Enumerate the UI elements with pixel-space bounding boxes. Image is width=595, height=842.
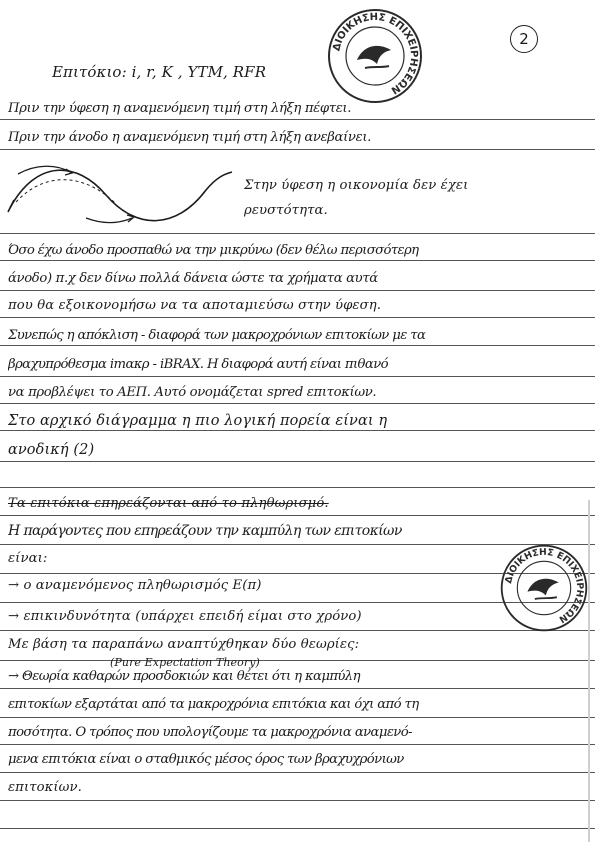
text-line-18: Με βάση τα παραπάνω αναπτύχθηκαν δύο θεωρίες: [8, 637, 360, 652]
text-line-7: που θα εξοικονομήσω να τα αποταμιεύσω στην ύφεση. [8, 298, 381, 313]
text-line-5: Όσο έχω άνοδο προσπαθώ να την μικρύνω (δεν θέλω περισσότερη [8, 243, 419, 258]
text-line-1: Πριν την ύφεση η αναμενόμενη τιμή στη λήξη πέφτει. [8, 101, 352, 116]
text-line-24: επιτοκίων. [8, 780, 82, 795]
text-line-3: Στην ύφεση η οικονομία δεν έχει [244, 178, 469, 193]
struck-text-line: Τα επιτόκια επηρεάζονται από το πληθωρισμό. [8, 496, 329, 511]
text-line-21: επιτοκίων εξαρτάται από τα μακροχρόνια επιτόκια και όχι από τη [8, 697, 419, 712]
university-stamp-bottom [498, 542, 590, 634]
text-line-2: Πριν την άνοδο η αναμενόμενη τιμή στη λήξη ανεβαίνει. [8, 130, 371, 145]
stamp-bottom-text: ΔΙΟΙΚΗΣΗΣ ΕΠΙΧΕΙΡΗΣΕΩΝ [503, 546, 586, 625]
text-line-17: → επικινδυνότητα (υπάρχει επειδή είμαι στο χρόνο) [8, 609, 362, 624]
text-line-16: → ο αναμενόμενος πληθωρισμός E(π) [8, 578, 262, 593]
text-line-20: → Θεωρία καθαρών προσδοκιών και θέτει ότι η καμπύλη [8, 669, 360, 684]
page-number: 2 [510, 25, 538, 53]
text-line-8: Συνεπώς η απόκλιση - διαφορά των μακροχρόνιων επιτοκίων με τα [8, 328, 426, 343]
text-line-11: Στο αρχικό διάγραμμα η πιο λογική πορεία είναι η [8, 413, 388, 429]
text-line-22: ποσότητα. Ο τρόπος που υπολογίζουμε τα μακροχρόνια αναμενό- [8, 725, 412, 740]
text-line-23: μενα επιτόκια είναι ο σταθμικός μέσος όρος των βραχυχρόνιων [8, 752, 404, 767]
stamp-top-text: ΔΙΟΙΚΗΣΗΣ ΕΠΙΧΕΙΡΗΣΕΩΝ [331, 11, 420, 96]
text-line-9: βραχυπρόθεσμα imακρ - iΒRAX. Η διαφορά αυτή είναι πιθανό [8, 357, 388, 372]
text-line-10: να προβλέψει το ΑΕΠ. Αυτό ονομάζεται spred επιτοκίων. [8, 385, 377, 400]
text-line-12: ανοδική (2) [8, 442, 95, 458]
university-stamp-top [325, 6, 425, 106]
header-topics: Επιτόκιο: i, r, K , YTM, RFR [52, 64, 267, 80]
annotation-pure-expectation: (Pure Expectation Theory) [110, 656, 260, 669]
business-cycle-sketch [6, 160, 236, 230]
text-line-4: ρευστότητα. [244, 203, 328, 218]
text-line-15: είναι: [8, 551, 48, 566]
text-line-14: Η παράγοντες που επηρεάζουν την καμπύλη των επιτοκίων [8, 523, 402, 539]
text-line-6: άνοδο) π.χ δεν δίνω πολλά δάνεια ώστε τα χρήματα αυτά [8, 271, 378, 286]
